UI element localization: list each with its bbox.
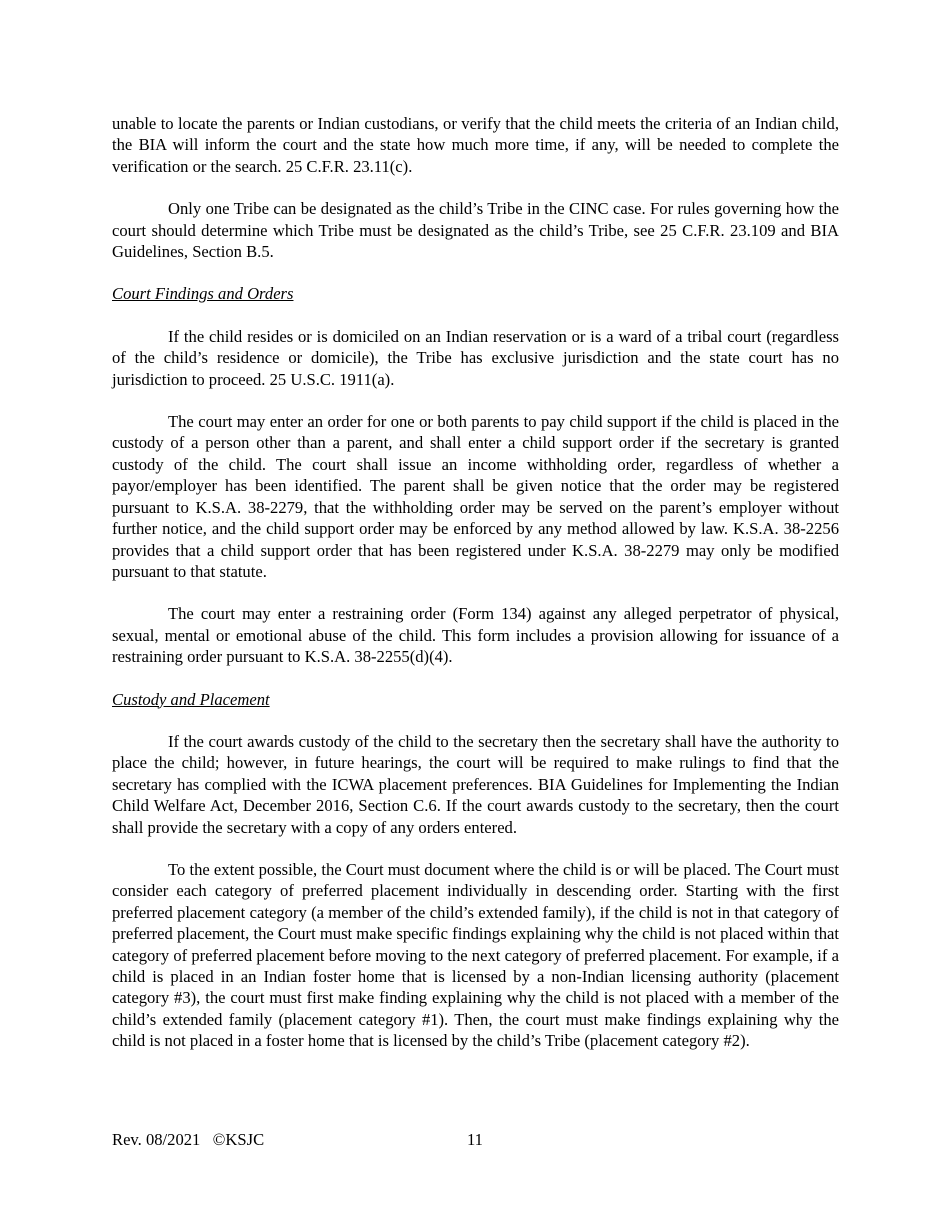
paragraph-one-tribe: Only one Tribe can be designated as the child’s Tribe in the CINC case. For rules governing how the court should determine which Tribe must be designated as the child’s Tribe, see 25 C.F.R. 23.109 and BIA Guidelines, Section B.5. — [112, 199, 839, 262]
footer-revision: Rev. 08/2021 ©KSJC — [112, 1130, 265, 1149]
paragraph-custody-secretary: If the court awards custody of the child to the secretary then the secretary shall have the authority to place the child; however, in future hearings, the court will be required to make rulings to find that the secretary has complied with the ICWA placement preferences. BIA Guidelines for Implementing the Indian Child Welfare Act, December 2016, Section C.6. If the court awards custody to the secretary, then the court shall provide the secretary with a copy of any orders entered. — [112, 731, 839, 837]
document-body — [112, 113, 839, 1073]
heading-court-findings: Court Findings and Orders — [112, 284, 294, 304]
paragraph-restraining-order: The court may enter a restraining order (Form 134) against any alleged perpetrator of physical, sexual, mental or emotional abuse of the child. This form includes a provision allowing for issuance of a restraining order pursuant to K.S.A. 38-2255(d)(4). — [112, 604, 839, 667]
paragraph-verification-continued: unable to locate the parents or Indian custodians, or verify that the child meets the criteria of an Indian child, the BIA will inform the court and the state how much more time, if any, will be needed to complete the verification or the search. 25 C.F.R. 23.11(c). — [112, 114, 839, 176]
paragraph-child-support: The court may enter an order for one or both parents to pay child support if the child is placed in the custody of a person other than a parent, and shall enter a child support order if the secretary is granted custody of the child. The court shall issue an income withholding order, regardless of whether a payor/employer has been identified. The parent shall be given notice that the order may be registered pursuant to K.S.A. 38-2279, that the withholding order may be served on the parent’s employer without further notice, and the child support order may be enforced by any method allowed by law. K.S.A. 38-2256 provides that a child support order that has been registered under K.S.A. 38-2279 may only be modified pursuant to that statute. — [112, 412, 839, 581]
paragraph-placement-documentation: To the extent possible, the Court must document where the child is or will be placed. The Court must consider each category of preferred placement individually in descending order. Starting with the first preferred placement category (a member of the child’s extended family), if the child is not in that category of preferred placement, the Court must make specific findings explaining why the child is not placed within that category of preferred placement before moving to the next category of preferred placement. For example, if a child is placed in an Indian foster home that is licensed by a non-Indian licensing authority (placement category #3), the court must first make finding explaining why the child is not placed with a member of the child’s extended family (placement category #1). Then, the court must make findings explaining why the child is not placed in a foster home that is licensed by the child’s Tribe (placement category #2). — [112, 859, 839, 1051]
footer-page-number: 11 — [467, 1130, 483, 1149]
heading-custody-placement: Custody and Placement — [112, 689, 270, 709]
paragraph-exclusive-jurisdiction: If the child resides or is domiciled on an Indian reservation or is a ward of a tribal court (regardless of the child’s residence or domicile), the Tribe has exclusive jurisdiction and the state court has no jurisdiction to proceed. 25 U.S.C. 1911(a). — [112, 326, 839, 389]
